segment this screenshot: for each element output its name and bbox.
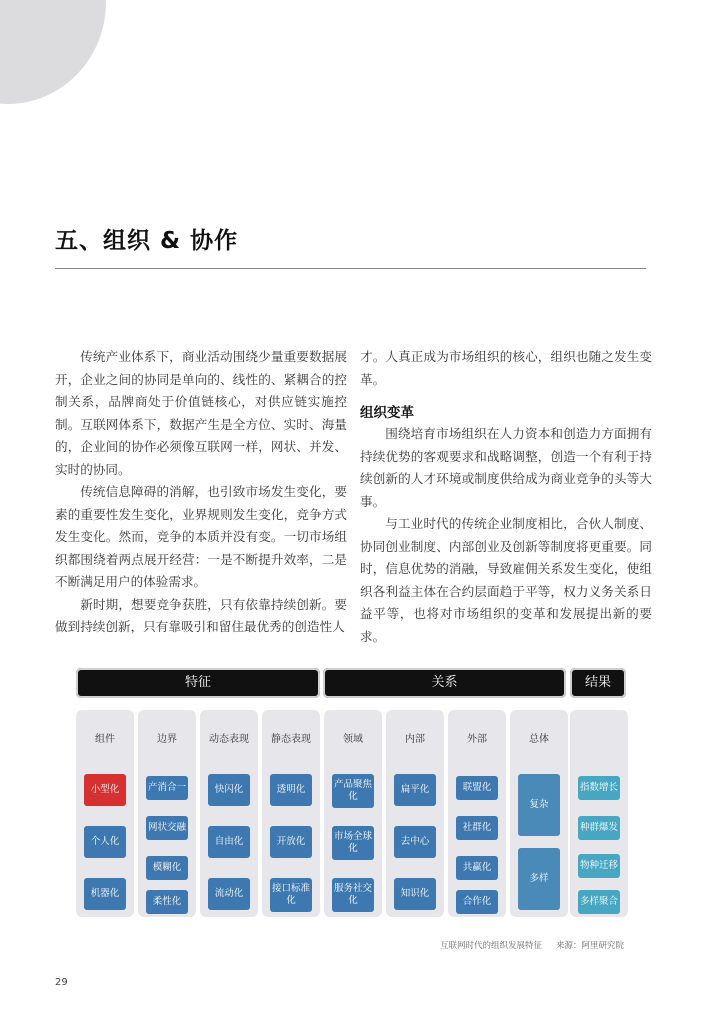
diagram-cell: 种群爆发	[578, 816, 620, 840]
organization-diagram	[72, 668, 628, 928]
title-divider	[55, 268, 646, 269]
diagram-column	[200, 710, 258, 917]
column-head: 动态表现	[209, 734, 249, 745]
diagram-cell: 联盟化	[456, 776, 498, 800]
column-head: 边界	[157, 734, 177, 745]
diagram-cell: 网状交融	[146, 816, 188, 840]
diagram-column	[510, 710, 568, 917]
page-number: 29	[55, 977, 68, 988]
diagram-column	[324, 710, 382, 917]
column-head: 内部	[405, 734, 425, 745]
paragraph: 与工业时代的传统企业制度相比，合伙人制度、协同创业制度、内部创业及创新等制度将更重要。同时，信息优势的消融，导致雇佣关系发生变化，使组织各利益主体在合约层面趋于平等，权力义务关系日益平等，也将对市场组织的变革和发展提出新的要求。	[360, 516, 652, 644]
diagram-cell: 市场全球化	[332, 826, 374, 860]
diagram-cell: 快闪化	[208, 774, 250, 806]
diagram-cell: 服务社交化	[332, 878, 374, 912]
section-title: 五、组织 & 协作	[55, 228, 239, 254]
right-text-column	[360, 346, 652, 648]
diagram-cell: 自由化	[208, 826, 250, 858]
paragraph: 传统信息障碍的消解，也引致市场发生变化，要素的重要性发生变化，业界规则发生变化，竞争方式发生变化。然而，竞争的本质并没有变。一切市场组织都围绕着两点展开经营：一是不断提升效率，二是不断满足用户的体验需求。	[55, 484, 347, 589]
diagram-column-results	[570, 710, 628, 917]
paragraph: 传统产业体系下，商业活动围绕少量重要数据展开，企业之间的协同是单向的、线性的、紧耦合的控制关系，品牌商处于价值链核心，对供应链实施控制。互联网体系下，数据产生是全方位、实时、海量的，企业间的协作必须像互联网一样，网状、并发、实时的协同。	[55, 349, 347, 477]
diagram-cell: 多样	[518, 848, 560, 910]
diagram-cell: 合作化	[456, 890, 498, 914]
diagram-cell: 产消合一	[146, 776, 188, 800]
column-head: 外部	[467, 734, 487, 745]
diagram-cell: 个人化	[84, 826, 126, 858]
header-results: 结果	[570, 668, 626, 698]
left-text-column	[55, 346, 347, 639]
caption-title: 互联网时代的组织发展特征	[440, 941, 543, 951]
header-features: 特征	[76, 668, 320, 698]
diagram-cell: 小型化	[84, 774, 126, 806]
diagram-cell: 流动化	[208, 878, 250, 910]
subheading: 组织变革	[360, 405, 414, 421]
column-head: 领域	[343, 734, 363, 745]
diagram-column	[386, 710, 444, 917]
diagram-cell: 共赢化	[456, 856, 498, 880]
diagram-cell: 去中心	[394, 826, 436, 858]
corner-decoration	[0, 0, 106, 104]
paragraph-continuation: 才。人真正成为市场组织的核心，组织也随之发生变革。	[360, 349, 652, 387]
diagram-cell: 接口标准化	[270, 878, 312, 912]
diagram-cell: 模糊化	[146, 856, 188, 880]
diagram-cell: 机器化	[84, 878, 126, 910]
figure-caption	[440, 939, 624, 951]
diagram-cell: 多样聚合	[578, 890, 620, 914]
diagram-cell: 复杂	[518, 774, 560, 836]
column-head: 静态表现	[271, 734, 311, 745]
column-head: 总体	[529, 734, 549, 745]
caption-source: 来源：阿里研究院	[556, 941, 625, 951]
diagram-cell: 指数增长	[578, 776, 620, 800]
paragraph: 新时期，想要竞争获胜，只有依靠持续创新。要做到持续创新，只有靠吸引和留住最优秀的创造性人	[55, 596, 347, 634]
diagram-cell: 物种迁移	[578, 854, 620, 878]
diagram-cell: 透明化	[270, 774, 312, 806]
diagram-cell: 知识化	[394, 878, 436, 910]
diagram-column	[76, 710, 134, 917]
diagram-column	[262, 710, 320, 917]
diagram-cell: 柔性化	[146, 890, 188, 914]
diagram-cell: 开放化	[270, 826, 312, 858]
diagram-cell: 社群化	[456, 816, 498, 840]
diagram-column	[138, 710, 196, 917]
paragraph: 围绕培育市场组织在人力资本和创造力方面拥有持续优势的客观要求和战略调整，创造一个有利于持续创新的人才环境或制度供给成为商业竞争的头等大事。	[360, 426, 652, 509]
column-head: 组件	[95, 734, 115, 745]
header-relations: 关系	[323, 668, 566, 698]
diagram-cell: 扁平化	[394, 774, 436, 806]
diagram-column	[448, 710, 506, 917]
diagram-cell: 产品聚焦化	[332, 774, 374, 808]
